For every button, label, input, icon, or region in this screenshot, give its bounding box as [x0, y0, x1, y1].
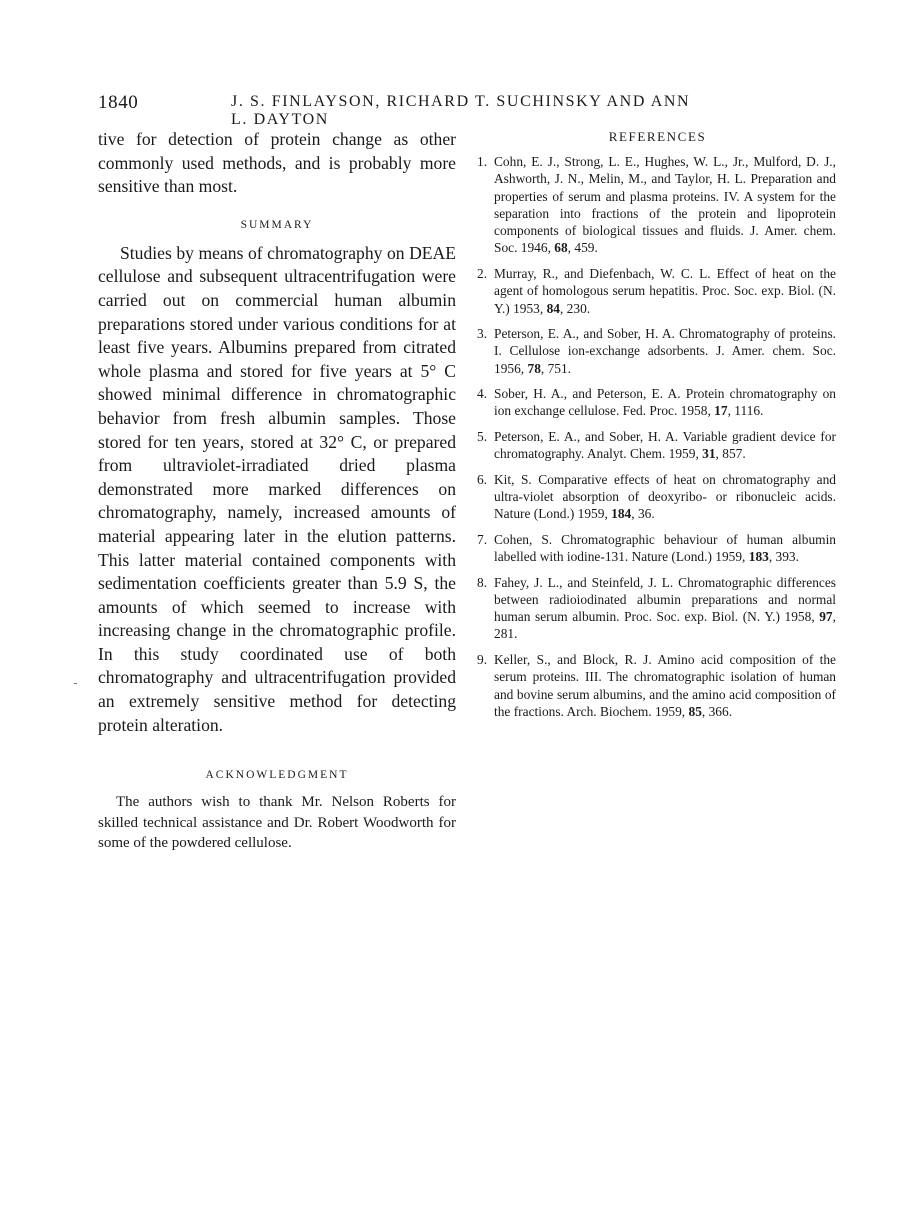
- margin-mark: [74, 683, 77, 684]
- reference-number: 1.: [477, 154, 488, 169]
- reference-text: Murray, R., and Diefenbach, W. C. L. Effect of heat on the agent of homologous serum hepatitis. Proc. Soc. exp. Biol. (N. Y.) 1953,: [494, 265, 836, 316]
- reference-item: [479, 265, 836, 317]
- reference-number: 6.: [477, 471, 488, 487]
- reference-text: Cohen, S. Chromatographic behaviour of human albumin labelled with iodine-131. Nature (Lond.) 1959,: [494, 531, 836, 565]
- reference-pages: , 36.: [631, 506, 655, 522]
- intro-paragraph: tive for detection of protein change as other commonly used methods, and is probably more sensitive than most.: [98, 129, 456, 197]
- reference-pages: , 751.: [540, 360, 572, 376]
- references-heading: REFERENCES: [608, 129, 707, 144]
- reference-number: 9.: [477, 651, 488, 667]
- reference-pages: , 857.: [715, 446, 746, 462]
- reference-volume: 183: [748, 549, 769, 565]
- reference-volume: 85: [688, 703, 702, 719]
- reference-text: Peterson, E. A., and Sober, H. A. Variable gradient device for chromatography. Analyt. Chem. 1959,: [494, 428, 836, 462]
- reference-pages: , 1116.: [727, 403, 764, 419]
- reference-number: 2.: [477, 265, 488, 281]
- reference-pages: , 230.: [559, 300, 591, 316]
- reference-volume: 78: [527, 360, 541, 376]
- reference-text: Fahey, J. L., and Steinfeld, J. L. Chromatographic differences between radioiodinated albumin preparations and normal human serum albumin. Proc. Soc. exp. Biol. (N. Y.) 1958,: [494, 574, 836, 625]
- acknowledgment-heading: ACKNOWLEDGMENT: [205, 769, 349, 782]
- reference-number: 8.: [477, 574, 488, 590]
- reference-pages: , 281.: [494, 609, 836, 642]
- reference-text: Kit, S. Comparative effects of heat on chromatography and ultra-violet absorption of deoxyribo- or ribonucleic acids. Nature (Lond.) 1959,: [494, 471, 836, 522]
- reference-pages: , 393.: [768, 549, 799, 565]
- reference-volume: 68: [554, 240, 568, 256]
- reference-text: Keller, S., and Block, R. J. Amino acid composition of the serum proteins. III. The chromatographic isolation of human and bovine serum albumins, and the amino acid composition of the fractions. Arch. Biochem. 1959,: [494, 651, 836, 719]
- reference-item: [479, 428, 836, 463]
- references-column: [479, 128, 836, 728]
- reference-item: [479, 531, 836, 566]
- reference-item: [479, 385, 836, 420]
- reference-number: 5.: [477, 428, 488, 444]
- running-head-authors: J. S. FINLAYSON, RICHARD T. SUCHINSKY AND ANN L. DAYTON: [231, 93, 691, 128]
- reference-number: 3.: [477, 326, 488, 342]
- reference-item: [479, 651, 836, 720]
- reference-item: [479, 574, 836, 643]
- acknowledgment-paragraph: The authors wish to thank Mr. Nelson Roberts for skilled technical assistance and Dr. Robert Woodworth for some of the powdered cellulose.: [98, 794, 456, 852]
- summary-paragraph: Studies by means of chromatography on DEAE cellulose and subsequent ultracentrifugation were carried out on commercial human albumin preparations stored under various conditions for at least five years. Albumins prepared from citrated whole plasma and stored for five years at 5° C showed minimal difference in chromatographic behavior from fresh albumin samples. Those stored for ten years, stored at 32° C, or prepared from ultraviolet-irradiated dried plasma demonstrated more marked differences on chromatography, namely, increased amounts of material appearing later in the elution patterns. This latter material contained components with sedimentation coefficients greater than 5.9 S, the amounts of which seemed to increase with increasing change in the chromatographic profile. In this study coordinated use of both chromatography and ultracentrifugation provided an extremely sensitive method for detecting protein alteration.: [98, 242, 456, 735]
- reference-text: Sober, H. A., and Peterson, E. A. Protein chromatography on ion exchange cellulose. Fed. Proc. 1958,: [494, 386, 836, 419]
- reference-text: Cohn, E. J., Strong, L. E., Hughes, W. L., Jr., Mulford, D. J., Ashworth, J. N., Melin, M., and Taylor, H. L. Preparation and properties of serum and plasma proteins. IV. A system for the separation into fractions of the protein and lipoprotein components of biological tissues and fluids. J. Amer. chem. Soc. 1946,: [494, 154, 836, 256]
- reference-volume: 84: [546, 300, 560, 316]
- reference-number: 4.: [477, 386, 488, 402]
- reference-volume: 184: [611, 506, 632, 522]
- reference-item: [479, 153, 836, 257]
- reference-number: 7.: [477, 531, 488, 547]
- left-column: [98, 128, 456, 854]
- reference-pages: , 366.: [701, 703, 733, 719]
- page-number: 1840: [98, 92, 139, 113]
- reference-volume: 17: [714, 403, 728, 419]
- reference-item: [479, 325, 836, 377]
- reference-item: [479, 471, 836, 523]
- reference-text: Peterson, E. A., and Sober, H. A. Chromatography of proteins. I. Cellulose ion-exchange adsorbents. J. Amer. chem. Soc. 1956,: [494, 326, 836, 376]
- reference-pages: , 459.: [567, 240, 598, 256]
- reference-volume: 97: [819, 609, 833, 625]
- summary-heading: SUMMARY: [240, 218, 314, 231]
- reference-volume: 31: [702, 446, 716, 462]
- reference-list: [479, 153, 836, 720]
